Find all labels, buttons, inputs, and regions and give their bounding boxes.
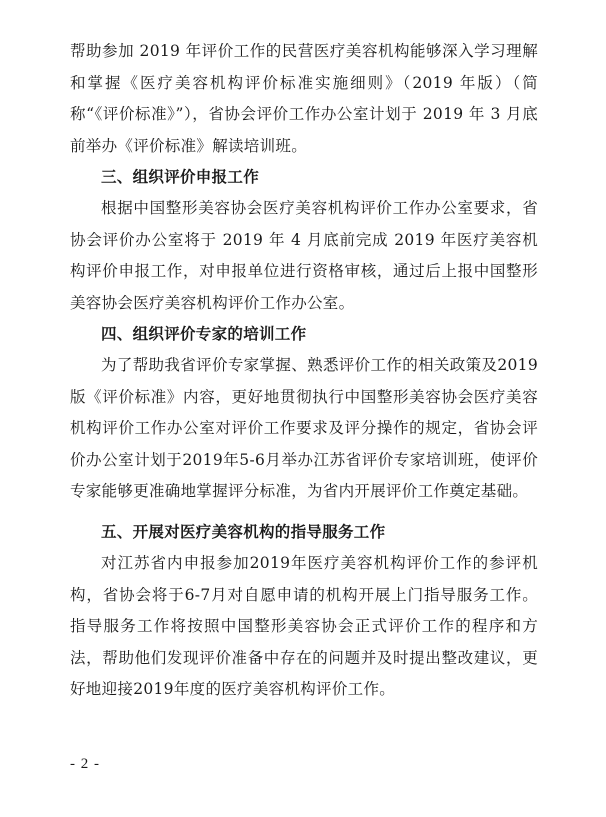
section-5-heading: 五、开展对医疗美容机构的指导服务工作 [101,523,386,541]
page-number: - 2 - [70,756,100,772]
section-4-body: 为了帮助我省评价专家掌握、熟悉评价工作的相关政策及2019版《评价标准》内容，更好地贯彻执行中国整形美容协会医疗美容机构评价工作办公室对评价工作要求及评分操作的规定，省协会评价办公室计划于2019年5-6月举办江苏省评价专家培训班，使评价专家能够更准确地掌握评分标准，为省内开展评价工作奠定基础。 [70,356,538,500]
section-4-heading: 四、组织评价专家的培训工作 [101,325,307,343]
section-5-body: 对江苏省内申报参加2019年医疗美容机构评价工作的参评机构，省协会将于6-7月对自愿申请的机构开展上门指导服务工作。指导服务工作将按照中国整形美容协会正式评价工作的程序和方法，帮助他们发现评价准备中存在的问题并及时提出整改建议，更好地迎接2019年度的医疗美容机构评价工作。 [70,554,538,698]
intro-paragraph: 帮助参加 2019 年评价工作的民营医疗美容机构能够深入学习理解和掌握《医疗美容机构评价标准实施细则》（2019 年版）（简称“《评价标准》”），省协会评价工作办公室计划于 2019 年 3 月底前举办《评价标准》解读培训班。 [70,42,538,155]
section-3-heading: 三、组织评价申报工作 [101,168,260,186]
section-3-body: 根据中国整形美容协会医疗美容机构评价工作办公室要求，省协会评价办公室将于 2019 年 4 月底前完成 2019 年医疗美容机构评价申报工作，对申报单位进行资格审核，通过后上报中国整形美容协会医疗美容机构评价工作办公室。 [70,199,538,312]
